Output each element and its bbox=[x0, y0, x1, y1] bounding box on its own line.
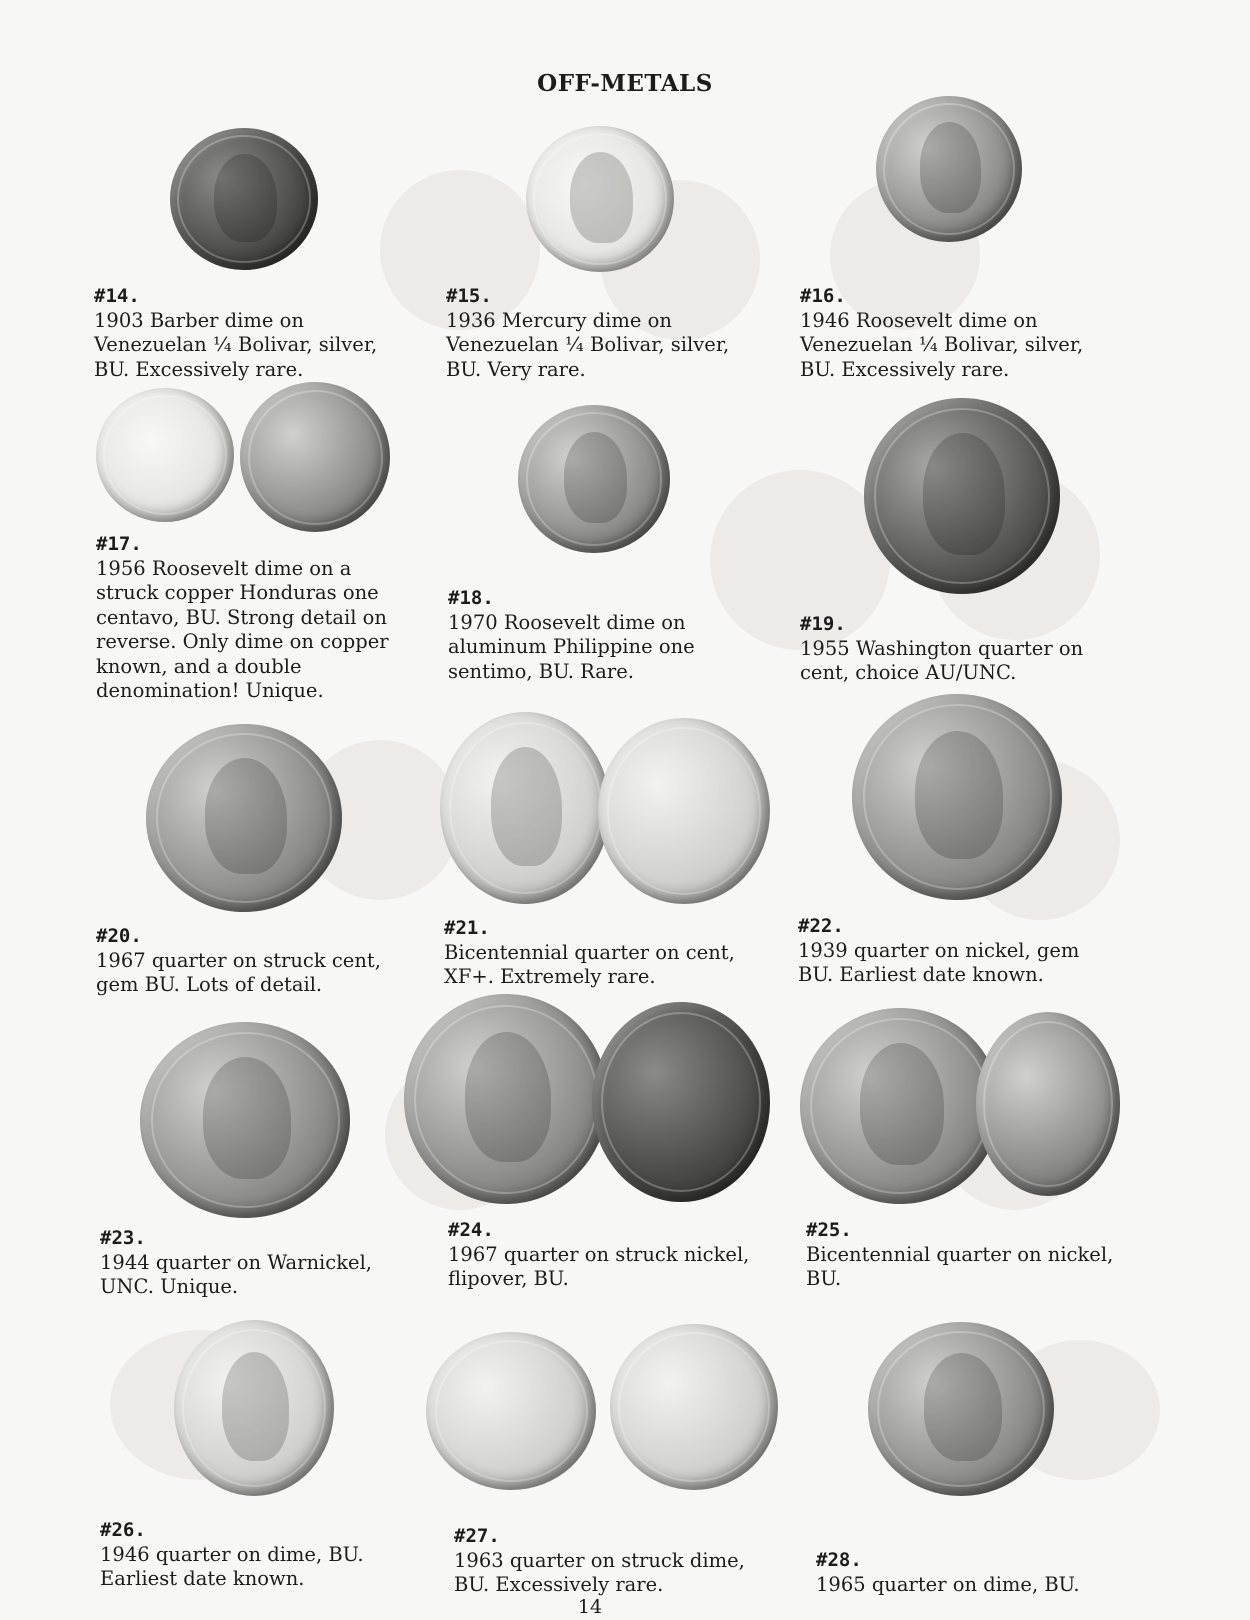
caption-15 bbox=[446, 284, 756, 382]
coin-photo-25-reverse bbox=[976, 1012, 1120, 1196]
coin-photo-24-reverse bbox=[592, 1002, 770, 1202]
item-number: #15. bbox=[446, 285, 492, 307]
item-description: Bicentennial quarter on nickel, BU. bbox=[806, 1242, 1114, 1290]
item-description: 1956 Roosevelt dime on a struck copper Honduras one centavo, BU. Strong detail on reverse. Only dime on copper known, and a double denomination! Unique. bbox=[96, 556, 389, 702]
coin-photo-21-reverse bbox=[598, 718, 770, 904]
item-description: 1944 quarter on Warnickel, UNC. Unique. bbox=[100, 1250, 373, 1298]
item-description: 1965 quarter on dime, BU. bbox=[816, 1572, 1080, 1596]
item-description: Bicentennial quarter on cent, XF+. Extremely rare. bbox=[444, 940, 735, 988]
caption-20 bbox=[96, 924, 408, 998]
item-description: 1936 Mercury dime on Venezuelan ¼ Bolivar, silver, BU. Very rare. bbox=[446, 308, 730, 381]
coin-photo-17-reverse bbox=[240, 382, 390, 532]
caption-27 bbox=[454, 1524, 772, 1598]
caption-24 bbox=[448, 1218, 764, 1292]
coin-photo-16 bbox=[876, 96, 1022, 242]
item-number: #27. bbox=[454, 1525, 500, 1547]
caption-14 bbox=[94, 284, 400, 382]
item-description: 1970 Roosevelt dime on aluminum Philippine one sentimo, BU. Rare. bbox=[448, 610, 695, 683]
coin-photo-17-obverse bbox=[96, 388, 234, 522]
coin-photo-25-obverse bbox=[800, 1008, 1000, 1204]
item-number: #14. bbox=[94, 285, 140, 307]
item-number: #19. bbox=[800, 613, 846, 635]
coin-photo-21-obverse bbox=[440, 712, 610, 904]
caption-23 bbox=[100, 1226, 404, 1300]
coin-photo-27-reverse bbox=[610, 1324, 778, 1490]
item-number: #17. bbox=[96, 533, 142, 555]
item-description: 1939 quarter on nickel, gem BU. Earliest date known. bbox=[798, 938, 1080, 986]
caption-16 bbox=[800, 284, 1118, 382]
caption-18 bbox=[448, 586, 758, 684]
page-title: OFF-METALS bbox=[537, 70, 713, 97]
item-number: #25. bbox=[806, 1219, 852, 1241]
item-number: #18. bbox=[448, 587, 494, 609]
item-number: #21. bbox=[444, 917, 490, 939]
item-description: 1967 quarter on struck cent, gem BU. Lots of detail. bbox=[96, 948, 381, 996]
caption-17 bbox=[96, 532, 402, 704]
coin-photo-24-obverse bbox=[404, 994, 608, 1204]
item-description: 1946 Roosevelt dime on Venezuelan ¼ Bolivar, silver, BU. Excessively rare. bbox=[800, 308, 1084, 381]
caption-25 bbox=[806, 1218, 1118, 1292]
item-number: #28. bbox=[816, 1549, 862, 1571]
coin-photo-19 bbox=[864, 398, 1060, 594]
item-description: 1903 Barber dime on Venezuelan ¼ Bolivar, silver, BU. Excessively rare. bbox=[94, 308, 378, 381]
item-number: #16. bbox=[800, 285, 846, 307]
coin-photo-28 bbox=[868, 1322, 1054, 1496]
caption-22 bbox=[798, 914, 1112, 988]
caption-19 bbox=[800, 612, 1116, 686]
item-number: #20. bbox=[96, 925, 142, 947]
caption-21 bbox=[444, 916, 764, 990]
item-description: 1967 quarter on struck nickel, flipover, BU. bbox=[448, 1242, 750, 1290]
caption-28 bbox=[816, 1548, 1122, 1597]
coin-photo-27-obverse bbox=[426, 1332, 596, 1490]
item-description: 1946 quarter on dime, BU. Earliest date known. bbox=[100, 1542, 364, 1590]
item-number: #22. bbox=[798, 915, 844, 937]
item-description: 1963 quarter on struck dime, BU. Excessively rare. bbox=[454, 1548, 745, 1596]
coin-photo-14 bbox=[170, 128, 318, 270]
coin-photo-18 bbox=[518, 405, 670, 553]
item-number: #24. bbox=[448, 1219, 494, 1241]
coin-photo-20 bbox=[146, 724, 342, 912]
caption-26 bbox=[100, 1518, 410, 1592]
coin-photo-23 bbox=[140, 1022, 350, 1218]
coin-photo-15 bbox=[526, 126, 674, 272]
coin-photo-22 bbox=[852, 694, 1062, 900]
page-number: 14 bbox=[577, 1596, 603, 1618]
coin-photo-26 bbox=[174, 1320, 334, 1496]
item-description: 1955 Washington quarter on cent, choice AU/UNC. bbox=[800, 636, 1084, 684]
item-number: #26. bbox=[100, 1519, 146, 1541]
item-number: #23. bbox=[100, 1227, 146, 1249]
